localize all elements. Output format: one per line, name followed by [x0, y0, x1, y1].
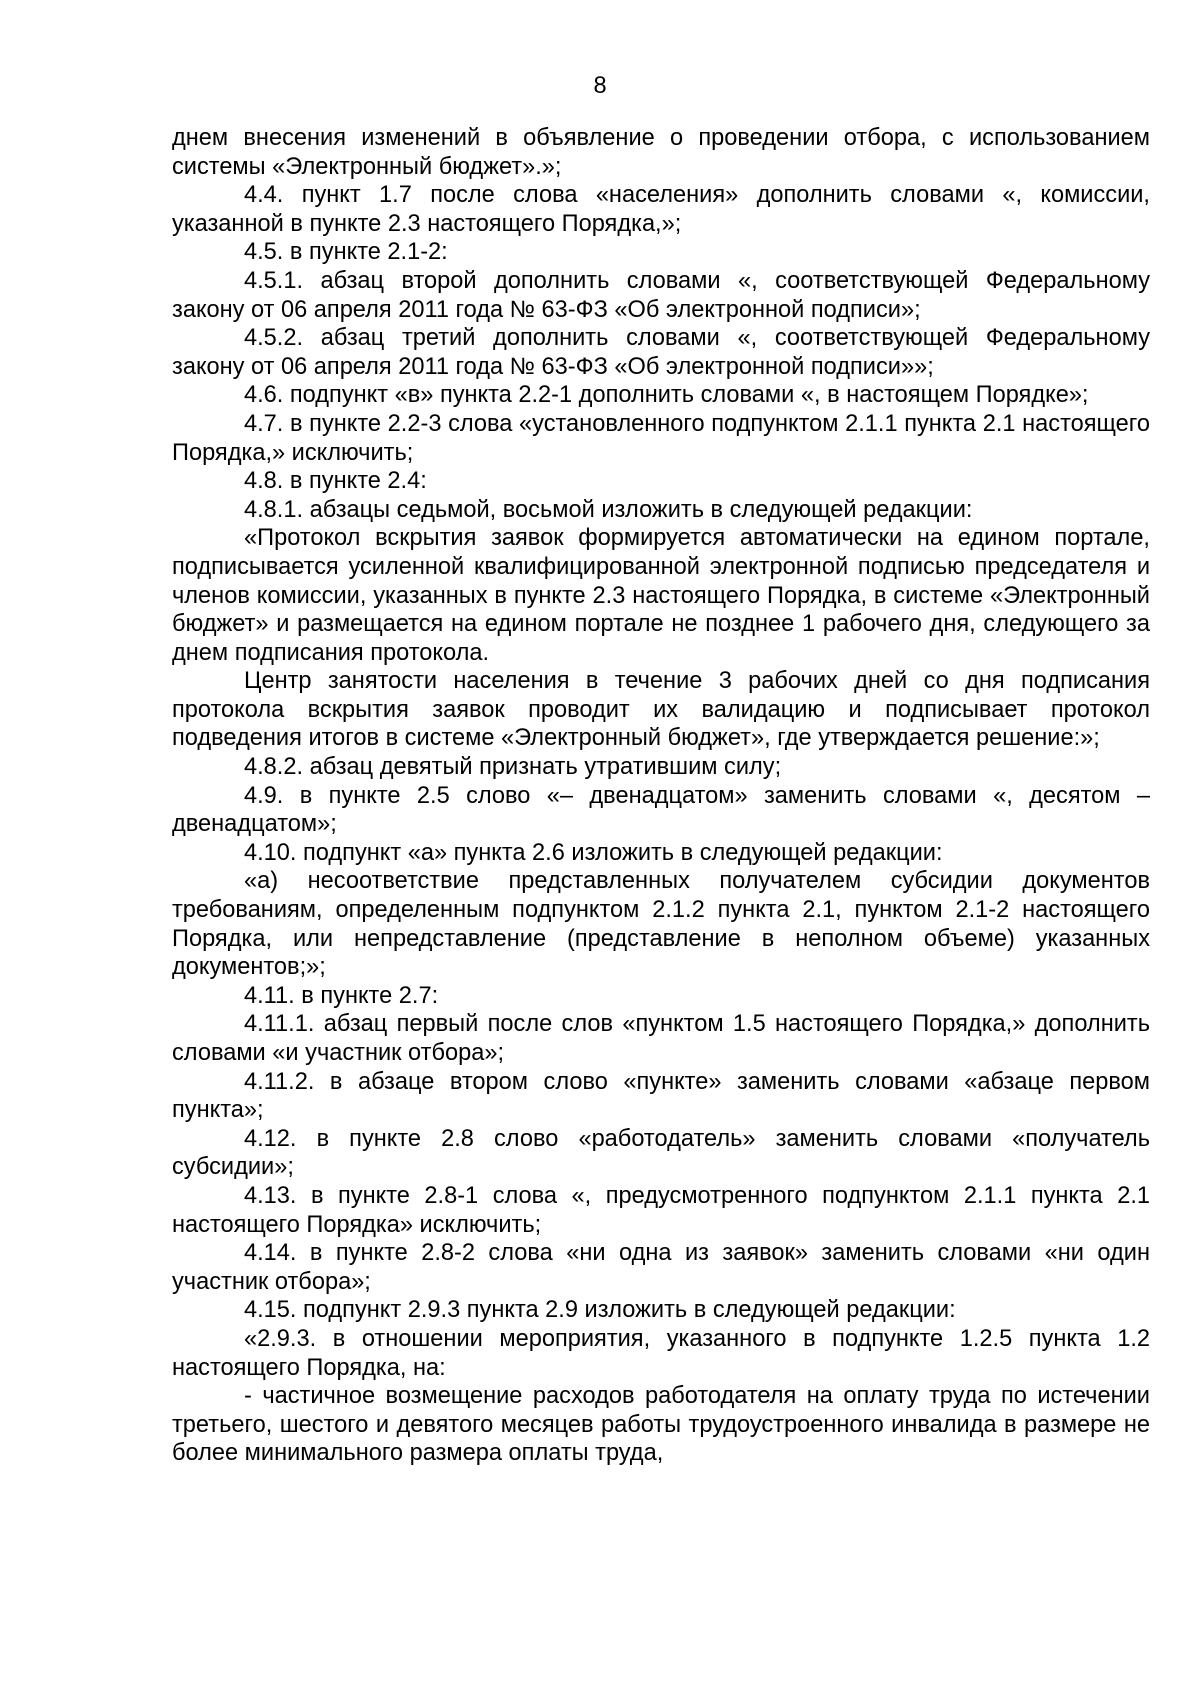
- paragraph: Центр занятости населения в течение 3 рабочих дней со дня подписания протокола вскрытия заявок проводит их валидацию и подписывает протокол подведения итогов в системе «Электронный бюджет», где утверждается решение:»;: [172, 668, 1150, 752]
- paragraph: - частичное возмещение расходов работодателя на оплату труда по истечении третьего, шестого и девятого месяцев работы трудоустроенного инвалида в размере не более минимального размера оплаты труда,: [172, 1383, 1150, 1467]
- paragraph: 4.15. подпункт 2.9.3 пункта 2.9 изложить в следующей редакции:: [244, 1297, 956, 1324]
- document-body: [172, 124, 1150, 1468]
- paragraph: 4.8. в пункте 2.4:: [244, 468, 427, 495]
- paragraph: «Протокол вскрытия заявок формируется автоматически на едином портале, подписывается усиленной квалифицированной электронной подписью председателя и членов комиссии, указанных в пункте 2.3 настоящего Порядка, в системе «Электронный бюджет» и размещается на едином портале не позднее 1 рабочего дня, следующего за днем подписания протокола.: [172, 525, 1150, 666]
- paragraph: 4.10. подпункт «а» пункта 2.6 изложить в следующей редакции:: [244, 839, 943, 866]
- paragraph: 4.13. в пункте 2.8-1 слова «, предусмотренного подпунктом 2.1.1 пункта 2.1 настоящего Порядка» исключить;: [172, 1182, 1150, 1238]
- paragraph: 4.11. в пункте 2.7:: [244, 982, 439, 1009]
- paragraph: днем внесения изменений в объявление о проведении отбора, с использованием системы «Электронный бюджет».»;: [172, 125, 1150, 180]
- paragraph: 4.5. в пункте 2.1-2:: [244, 239, 448, 266]
- paragraph: 4.11.1. абзац первый после слов «пунктом 1.5 настоящего Порядка,» дополнить словами «и участник отбора»;: [172, 1011, 1150, 1066]
- paragraph: «2.9.3. в отношении мероприятия, указанного в подпункте 1.2.5 пункта 1.2 настоящего Порядка, на:: [172, 1325, 1150, 1381]
- paragraph: 4.4. пункт 1.7 после слова «населения» дополнить словами «, комиссии, указанной в пункте 2.3 настоящего Порядка,»;: [172, 182, 1150, 237]
- page-number: 8: [593, 73, 607, 99]
- paragraph: 4.5.2. абзац третий дополнить словами «, соответствующей Федеральному закону от 06 апреля 2011 года № 63-ФЗ «Об электронной подписи»»;: [172, 325, 1150, 380]
- paragraph: 4.7. в пункте 2.2-3 слова «установленного подпунктом 2.1.1 пункта 2.1 настоящего Порядка,» исключить;: [172, 410, 1150, 466]
- paragraph: «а) несоответствие представленных получателем субсидии документов требованиям, определенным подпунктом 2.1.2 пункта 2.1, пунктом 2.1-2 настоящего Порядка, или непредставление (представление в неполном объеме) указанных документов;»;: [172, 868, 1150, 981]
- paragraph: 4.8.1. абзацы седьмой, восьмой изложить в следующей редакции:: [244, 496, 973, 523]
- paragraph: 4.14. в пункте 2.8-2 слова «ни одна из заявок» заменить словами «ни один участник отбора»;: [172, 1240, 1150, 1295]
- paragraph: 4.5.1. абзац второй дополнить словами «, соответствующей Федеральному закону от 06 апреля 2011 года № 63-ФЗ «Об электронной подписи»;: [172, 267, 1150, 323]
- paragraph: 4.8.2. абзац девятый признать утратившим силу;: [244, 754, 782, 781]
- paragraph: 4.12. в пункте 2.8 слово «работодатель» заменить словами «получатель субсидии»;: [172, 1125, 1150, 1181]
- paragraph: 4.11.2. в абзаце втором слово «пункте» заменить словами «абзаце первом пункта»;: [172, 1068, 1150, 1124]
- paragraph: 4.6. подпункт «в» пункта 2.2-1 дополнить словами «, в настоящем Порядке»;: [244, 382, 1089, 409]
- paragraph: 4.9. в пункте 2.5 слово «– двенадцатом» заменить словами «, десятом – двенадцатом»;: [172, 782, 1150, 838]
